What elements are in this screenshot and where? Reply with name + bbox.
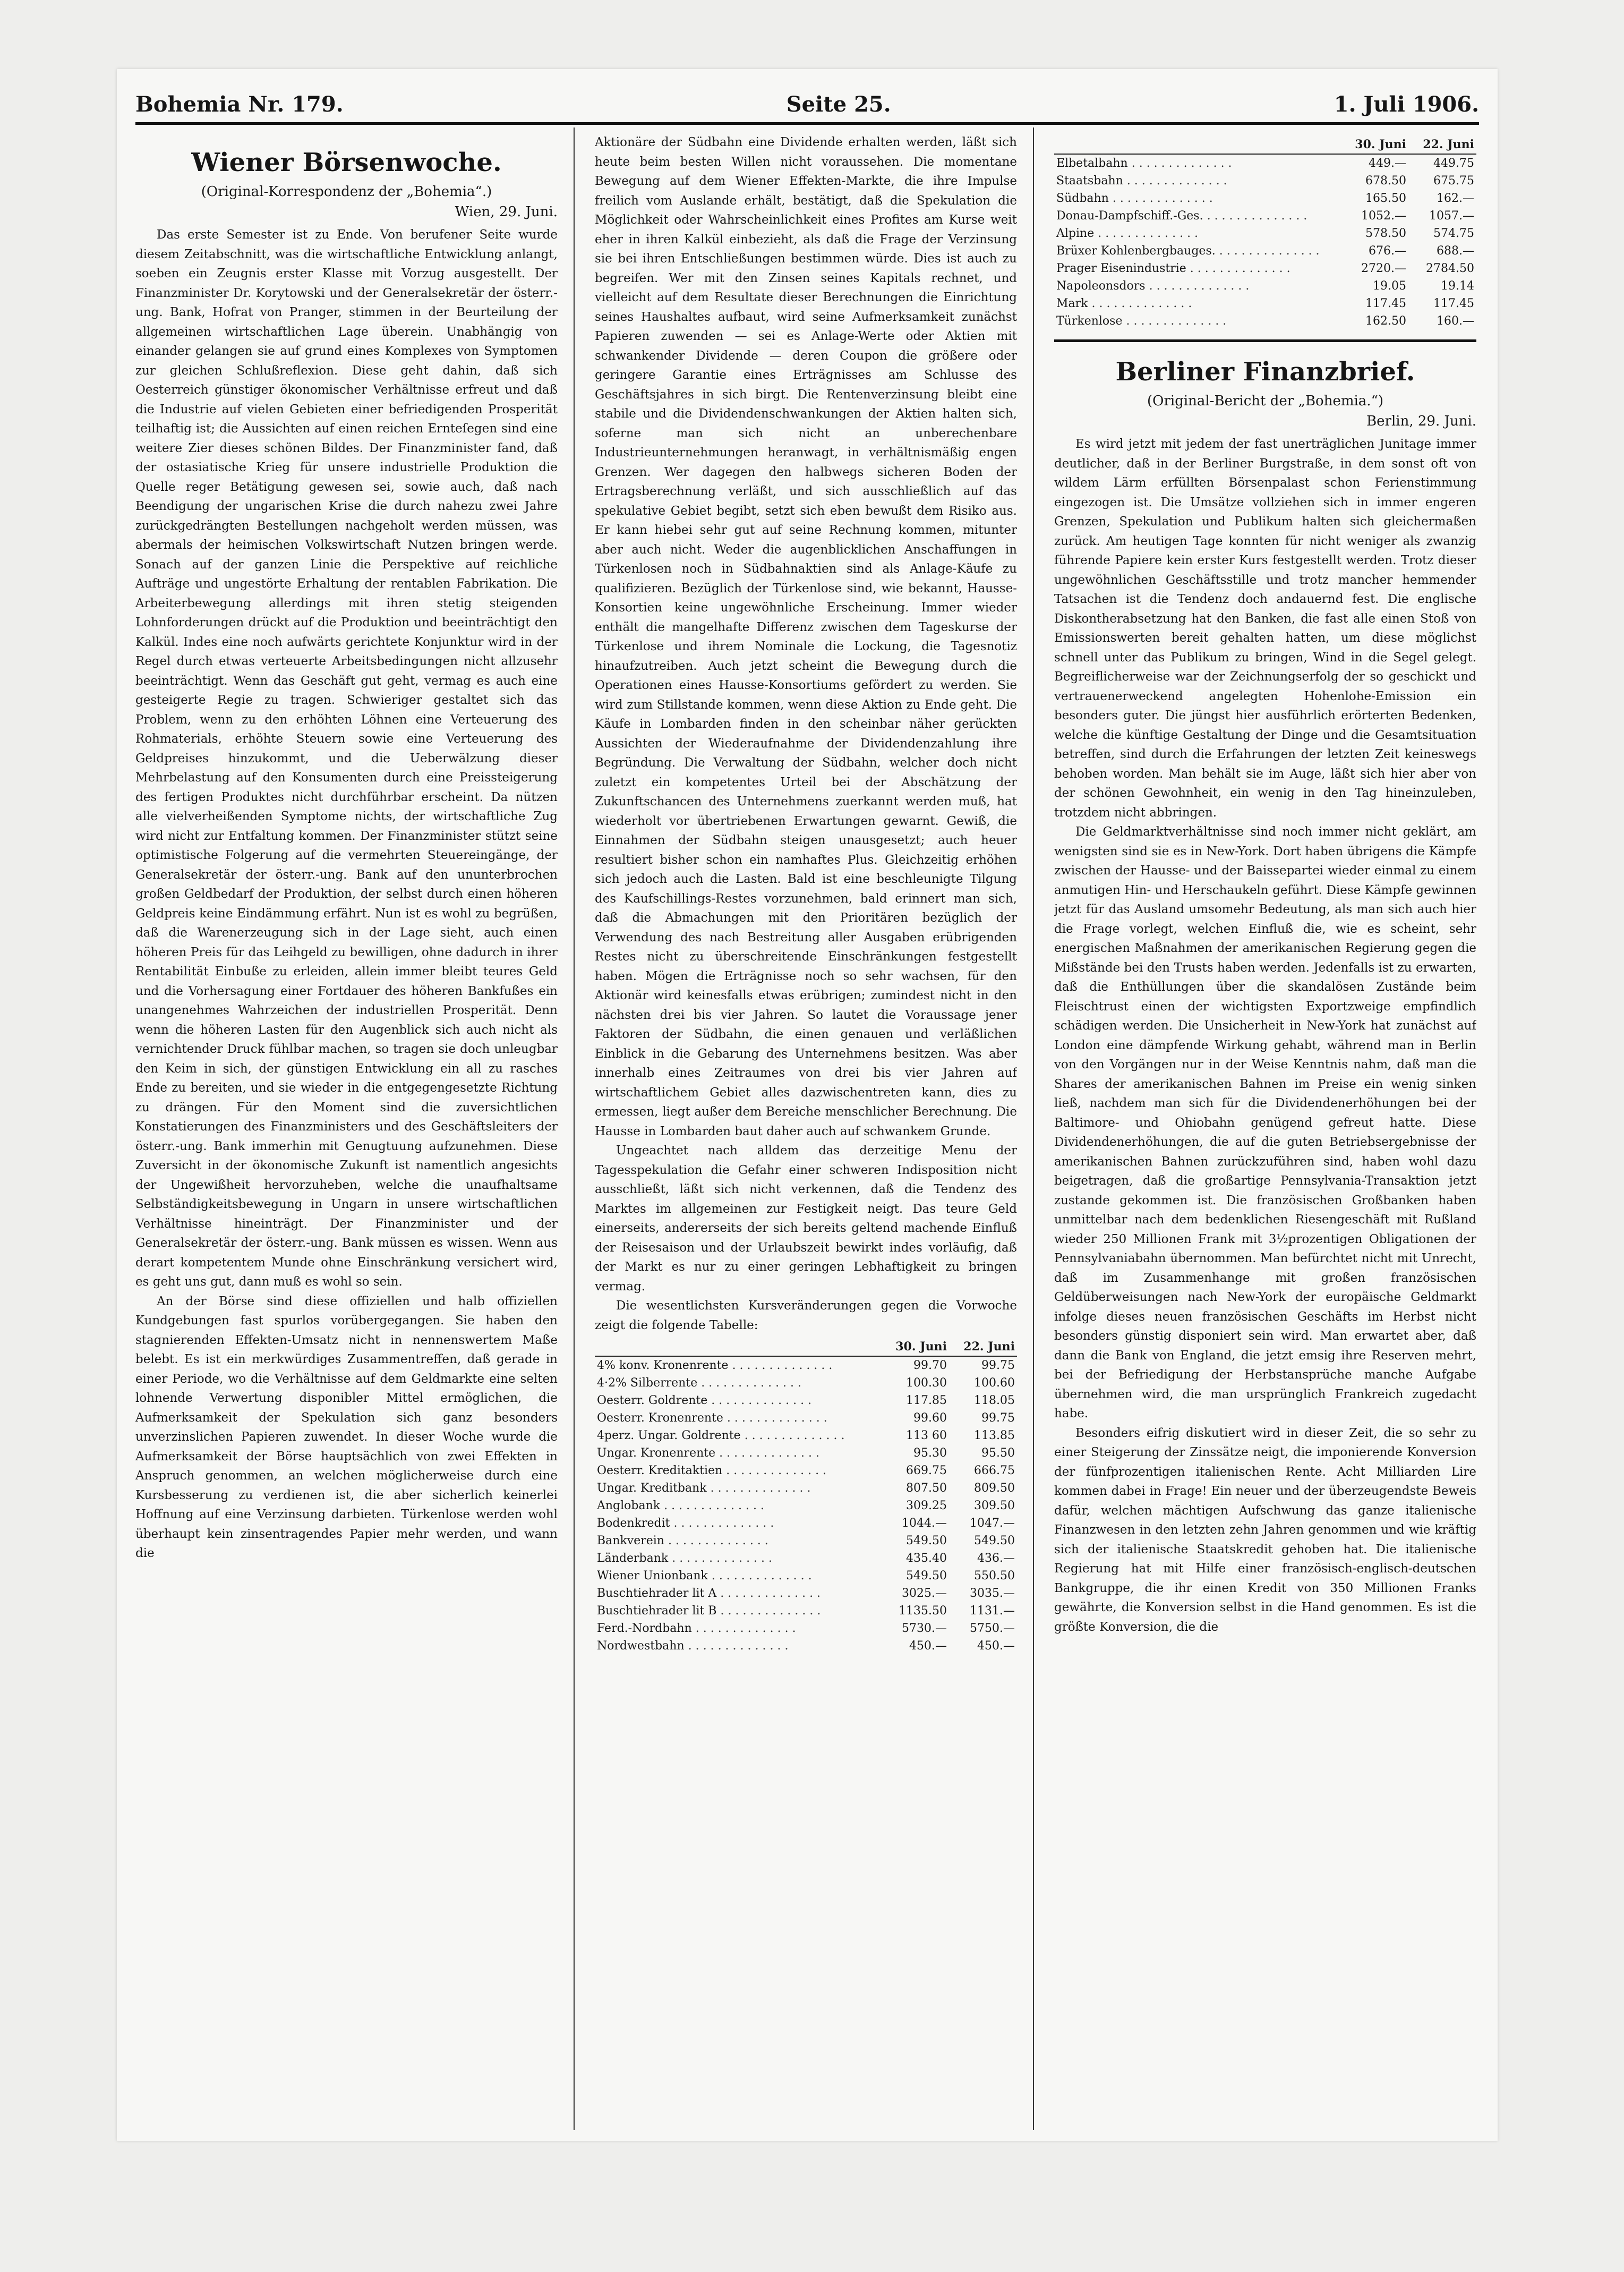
table-row <box>595 1620 1017 1637</box>
price-previous: 162.— <box>1437 192 1474 205</box>
price-current: 99.70 <box>913 1359 947 1372</box>
price-previous: 5750.— <box>970 1622 1015 1635</box>
paragraph: Besonders eifrig diskutiert wird in dieser Zeit, die so sehr zu einer Steigerung der Zinssätze neigt, die imponierende Konversion der fünfprozentigen italienischen Rente. Acht Milliarden Lire kommen dabei in Frage! Ein neuer und der überzeugendste Beweis dafür, welchen mächtigen Aufschwung das ganze italienische Finanzwesen in den letzten zehn Jahren genommen und wie kräftig sich der italienische Staatskredit gehoben hat. Die italienische Regierung hat mit Hilfe einer französisch-englisch-deutschen Bankgruppe, die ihr einen Kredit von 350 Millionen Franks gewährte, die Konversion selbst in die Hand genommen. Es ist die größte Konversion, die die <box>1054 1426 1476 1634</box>
table-row <box>595 1637 1017 1655</box>
security-name: Brüxer Kohlenbergbauges. . . . <box>1054 242 1340 260</box>
dateline-berlin: Berlin, 29. Juni. <box>1366 413 1476 429</box>
table-header-row <box>595 1338 1017 1356</box>
price-current: 676.— <box>1369 244 1406 258</box>
price-previous: 160.— <box>1437 314 1474 328</box>
security-name: Wiener Unionbank . . . <box>595 1567 881 1585</box>
price-current: 450.— <box>909 1639 947 1653</box>
price-current: 309.25 <box>906 1499 947 1512</box>
table-row <box>595 1409 1017 1427</box>
paragraph: Aktionäre der Südbahn eine Dividende erhalten werden, läßt sich heute beim besten Willen nicht voraussehen. Die momentane Bewegung auf dem Wiener Effekten-Markte, die ihre Impulse freilich vom Auslande erhält, bestätigt, daß die Spekulation die Möglichkeit oder Wahrscheinlichkeit eines Profites am Kurse weit eher in ihren Kalkül einbezieht, als daß die Frage der Verzinsung sie bei ihren Entschließungen bestimmen würde. Dies ist auch zu begreifen. Wer mit den Zinsen seines Kapitals rechnet, und vielleicht auf dem Resultate dieser Berechnungen die Einrichtung seines Haushaltes aufbaut, wird seine Aufmerksamkeit zunächst Papieren zuwenden — sei es Anlage-Werte oder Aktien mit schwankender Dividende — deren Coupon die größere oder geringere Garantie eines Erträgnisses am Schlusse des Geschäftsjahres in sich birgt. Die Rentenverzinsung bleibt eine stabile und die Dividendenschwankungen der Aktien halten sich, soferne man sich nicht an unberechenbare Industrieunternehmungen heranwagt, in verhältnismäßig engen Grenzen. Wer dagegen den halbwegs sicheren Boden der Ertragsberechnung verläßt, und sich ausschließlich auf das spekulative Gebiet begibt, setzt sich eben bewußt dem Risiko aus. Er kann hiebei sehr gut auf seine Rechnung kommen, mitunter aber auch nicht. Weder die augenblicklichen Anschaffungen in Türkenlosen noch in Südbahnaktien sind als Anlage-Käufe zu qualifizieren. Bezüglich der Türkenlose sind, wie bekannt, Hausse-Konsortien keine ungewöhnliche Erscheinung. Immer wieder enthält die mangelhafte Differenz zwischen dem Tageskurse der Türkenlose und ihrem Nominale die Lockung, die Tagesnotiz hinaufzutreiben. Auch jetzt scheint die Bewegung durch die Operationen eines Hausse-Konsortiums gefördert zu werden. Sie wird zum Stillstande kommen, wenn diese Aktion zu Ende geht. Die Käufe in Lombarden finden in den scheinbar näher gerückten Aussichten der Wiederaufnahme der Dividendenzahlung ihre Begründung. Die Verwaltung der Südbahn, welcher doch nicht zuletzt ein kompetentes Urteil bei der Abschätzung der Zukunftschancen des Unternehmens zuerkannt werden muß, hat wiederholt vor übertriebenen Erwartungen gewarnt. Gewiß, die Einnahmen der Südbahn steigen unausgesetzt; auch heuer resultiert bisher schon ein namhaftes Plus. Gleichzeitig erhöhen sich jedoch auch die Lasten. Bald ist eine beschleunigte Tilgung des Kaufschillings-Restes vorzunehmen, bald erinnert man sich, daß die Abmachungen mit den Prioritären bezüglich der Verwendung des nach Bestreitung aller Ausgaben erübrigenden Restes nicht zu überschreitende Einschränkungen festgestellt haben. Mögen die Erträgnisse noch so sehr wachsen, für den Aktionär wird keinesfalls etwas erübrigen; zumindest nicht in den nächsten drei bis vier Jahren. So lautet die Voraussage jener Faktoren der Südbahn, die einen genauen und verläßlichen Einblick in die Gebarung des Unternehmens besitzen. Was aber innerhalb eines Zeitraumes von drei bis vier Jahren auf wirtschaftlichem Gebiet alles dazwischentreten kann, dies zu ermessen, liegt außer dem Bereiche menschlicher Berechnung. Die Hausse in Lombarden baut daher auch auf schwankem Grunde. <box>595 135 1017 1138</box>
price-current: 578.50 <box>1365 227 1406 240</box>
security-name: Donau-Dampfschiff.-Ges. . . . <box>1054 207 1340 225</box>
security-name: Oesterr. Kreditaktien . . . <box>595 1462 881 1479</box>
security-name: Länderbank . . . <box>595 1550 881 1567</box>
table-row <box>595 1567 1017 1585</box>
table-row <box>1054 190 1476 207</box>
price-previous: 574.75 <box>1433 227 1474 240</box>
price-previous: 1131.— <box>970 1604 1015 1618</box>
price-previous: 99.75 <box>981 1411 1015 1425</box>
price-previous: 95.50 <box>981 1446 1015 1460</box>
price-current: 117.85 <box>906 1394 947 1407</box>
price-current: 95.30 <box>913 1446 947 1460</box>
security-name: 4perz. Ungar. Goldrente . . . <box>595 1427 881 1444</box>
security-name: Ungar. Kreditbank . . . <box>595 1479 881 1497</box>
table-row <box>1054 207 1476 225</box>
table-row <box>595 1497 1017 1514</box>
price-previous: 549.50 <box>974 1534 1015 1547</box>
price-current: 162.50 <box>1365 314 1406 328</box>
table-row <box>595 1550 1017 1567</box>
price-previous: 99.75 <box>981 1359 1015 1372</box>
price-previous: 436.— <box>977 1552 1015 1565</box>
header-page-number: Seite 25. <box>786 92 891 117</box>
column-divider-1 <box>574 127 575 2130</box>
security-name: 4·2% Silberrente . . . <box>595 1374 881 1392</box>
price-previous: 809.50 <box>974 1482 1015 1495</box>
security-name: Buschtiehrader lit A . . . <box>595 1585 881 1602</box>
security-name: Elbetalbahn . . . <box>1054 154 1340 172</box>
price-current: 2720.— <box>1361 262 1406 275</box>
security-name: Bodenkredit . . . <box>595 1514 881 1532</box>
table-row <box>595 1479 1017 1497</box>
page-header <box>135 80 1479 117</box>
price-current: 100.30 <box>906 1376 947 1390</box>
price-current: 5730.— <box>902 1622 947 1635</box>
price-current: 1135.50 <box>899 1604 947 1618</box>
paragraph: Die Geldmarktverhältnisse sind noch immer nicht geklärt, am wenigsten sind sie es in New-York. Dort haben übrigens die Kämpfe zwischen der Hausse- und der Baissepartei wieder einmal zu einem anmutigen Hin- und Herschaukeln geführt. Diese Kämpfe gewinnen jetzt für das Ausland umsomehr Bedeutung, als man sich auch hier die Frage vorlegt, welchen Einfluß die, wie es scheint, sehr energischen Maßnahmen der amerikanischen Regierung gegen die Mißstände bei den Trusts haben werden. Jedenfalls ist zu erwarten, daß die Enthüllungen über die skandalösen Zustände beim Fleischtrust einen der wichtigsten Exportzweige empfindlich schädigen werden. Die Unsicherheit in New-York hat zunächst auf London eine dämpfende Wirkung gehabt, während man in Berlin von den Vorgängen nur in der Weise Kenntnis nahm, daß man die Shares der amerikanischen Bahnen im Preise ein wenig sinken ließ, nachdem man sich für die Dividendenerhöhungen bei der Baltimore- und Ohiobahn genügend gefreut hatte. Diese Dividendenerhöhungen, die auf die guten Betriebsergebnisse der amerikanischen Bahnen zurückzuführen sind, haben wohl dazu beigetragen, daß die großartige Pennsylvania-Transaktion jetzt zustande gekommen ist. Die französischen Großbanken haben unmittelbar nach dem bedenklichen Riesengeschäft mit Rußland wieder 250 Millionen Frank mit 3½prozentigen Obligationen der Pennsylvaniabahn übernommen. Man befürchtet nicht mit Unrecht, daß im Zusammenhange mit großen französischen Geldüberweisungen nach New-York der europäische Geldmarkt infolge dieses neuen französischen Geschäfts im Herbst nicht besonders günstig disponiert sein wird. Man erwartet aber, daß dann die Bank von England, die jetzt emsig ihre Reserven mehrt, bei der Befriedigung der Herbstansprüche manche Aufgabe übernehmen wird, die man ursprünglich Frankreich zugedacht habe. <box>1054 825 1476 1420</box>
table-row <box>595 1427 1017 1444</box>
price-current: 435.40 <box>906 1552 947 1565</box>
table-row <box>1054 242 1476 260</box>
security-name: Oesterr. Kronenrente . . . <box>595 1409 881 1427</box>
price-previous: 450.— <box>977 1639 1015 1653</box>
table-row <box>595 1374 1017 1392</box>
paragraph: An der Börse sind diese offiziellen und halb offiziellen Kundgebungen fast spurlos vorübergegangen. Sie haben den stagnierenden Effekten-Umsatz nicht in nennenswertem Maße belebt. Es ist ein merkwürdiges Zusammentreffen, daß gerade in einer Periode, wo die Verhältnisse auf dem Geldmarkte eine selten lohnende Verwertung disponibler Mittel ermöglichen, die Aufmerksamkeit der Spekulation sich ganz besonders unverzinslichen Papieren zuwendet. In dieser Woche wurde die Aufmerksamkeit der Börse hauptsächlich von zwei Effekten in Anspruch genommen, an welchen möglicherweise durch eine Kursbesserung zu verdienen ist, die aber sicherlich keinerlei Hoffnung auf eine Verzinsung darbieten. Türkenlose werden wohl überhaupt kein zinsentragendes Papier mehr werden, und wann die <box>135 1294 558 1560</box>
table-row <box>595 1585 1017 1602</box>
table-header-date-1: 30. Juni <box>1340 136 1408 154</box>
header-rule <box>135 122 1479 125</box>
price-current: 678.50 <box>1365 174 1406 188</box>
price-current: 19.05 <box>1373 279 1406 293</box>
table-header-date-1: 30. Juni <box>881 1338 949 1356</box>
security-name: Alpine . . . <box>1054 225 1340 242</box>
security-name: Ungar. Kronenrente . . . <box>595 1444 881 1462</box>
price-previous: 3035.— <box>970 1587 1015 1600</box>
paragraph: Es wird jetzt mit jedem der fast unerträglichen Junitage immer deutlicher, daß in der Berliner Burgstraße, in dem sonst oft von wildem Lärm erfüllten Börsenpalast schon Ferienstimmung eingezogen ist. Die Umsätze vollziehen sich in immer engeren Grenzen, Spekulation und Publikum halten sich gleichermaßen zurück. Am heutigen Tage konnten für nicht weniger als zwanzig führende Papiere kein erster Kurs festgestellt werden. Trotz dieser ungewöhnlichen Geschäftsstille und trotz mancher hemmender Tatsachen ist die Tendenz doch andauernd fest. Die englische Diskontherabsetzung hat den Banken, die fast alle einen Stoß von Emissionswerten bereit gehalten hatten, um diese möglichst schnell unter das Publikum zu bringen, Wind in die Segel gelegt. Begreiflicherweise war der Zeichnungserfolg der so geschickt und vertrauenerweckend angelegten Hohenlohe-Emission ein besonders guter. Die jüngst hier ausführlich erörterten Bedenken, welche die künftige Gestaltung der Dinge und die Gesamtsituation betreffen, sind durch die Erfahrungen der letzten Zeit keineswegs behoben worden. Man behält sie im Auge, läßt sich hier aber von der schönen Gewohnheit, ein wenig in den Tag hineinzuleben, trotzdem nicht abbringen. <box>1054 437 1476 820</box>
price-current: 3025.— <box>902 1587 947 1600</box>
section-rule <box>1054 339 1476 342</box>
price-current: 449.— <box>1369 157 1406 170</box>
price-current: 1044.— <box>902 1517 947 1530</box>
price-previous: 100.60 <box>974 1376 1015 1390</box>
table-row <box>595 1514 1017 1532</box>
security-name: Nordwestbahn . . . <box>595 1637 881 1655</box>
security-name: Südbahn . . . <box>1054 190 1340 207</box>
security-name: Buschtiehrader lit B . . . <box>595 1602 881 1620</box>
dateline-wien: Wien, 29. Juni. <box>455 204 558 220</box>
table-header-empty <box>1054 136 1340 154</box>
price-current: 807.50 <box>906 1482 947 1495</box>
table-row <box>1054 295 1476 312</box>
article-title-berliner: Berliner Finanzbrief. <box>1115 357 1415 387</box>
article-subtitle-berliner: (Original-Bericht der „Bohemia.“) <box>1147 393 1384 409</box>
column-1 <box>135 133 558 2130</box>
price-previous: 449.75 <box>1433 157 1474 170</box>
table-header-row <box>1054 136 1476 154</box>
column-3 <box>1054 133 1476 2130</box>
table-header-date-2: 22. Juni <box>949 1338 1017 1356</box>
table-row <box>1054 312 1476 330</box>
price-previous: 113.85 <box>974 1429 1015 1442</box>
price-current: 165.50 <box>1365 192 1406 205</box>
price-table-continued <box>1054 136 1476 330</box>
price-previous: 19.14 <box>1441 279 1474 293</box>
price-current: 549.50 <box>906 1534 947 1547</box>
article-title-wiener: Wiener Börsenwoche. <box>191 148 502 177</box>
security-name: Oesterr. Goldrente . . . <box>595 1392 881 1409</box>
article-subtitle-wiener: (Original-Korrespondenz der „Bohemia“.) <box>201 184 492 200</box>
security-name: Mark . . . <box>1054 295 1340 312</box>
header-date: 1. Juli 1906. <box>1334 92 1479 117</box>
price-previous: 666.75 <box>974 1464 1015 1477</box>
table-row <box>1054 154 1476 172</box>
paragraph: Ungeachtet nach alldem das derzeitige Menu der Tagesspekulation die Gefahr einer schweren Indisposition nicht ausschließt, läßt sich nicht verkennen, daß die Tendenz des Marktes im allgemeinen zur Festigkeit neigt. Das teure Geld einerseits, andererseits der sich bereits geltend machende Einfluß der Reisesaison und der Urlaubszeit bewirkt indes vorläufig, daß der Markt es nur zu einer geringen Lebhaftigkeit zu bringen vermag. <box>595 1144 1017 1294</box>
security-name: Staatsbahn . . . <box>1054 172 1340 190</box>
paragraph: Die wesentlichsten Kursveränderungen gegen die Vorwoche zeigt die folgende Tabelle: <box>595 1299 1017 1332</box>
table-row <box>1054 172 1476 190</box>
security-name: Anglobank . . . <box>595 1497 881 1514</box>
price-previous: 117.45 <box>1433 297 1474 310</box>
security-name: Ferd.-Nordbahn . . . <box>595 1620 881 1637</box>
table-header-empty <box>595 1338 881 1356</box>
price-current: 549.50 <box>906 1569 947 1582</box>
price-current: 669.75 <box>906 1464 947 1477</box>
column-2 <box>595 133 1017 2130</box>
price-previous: 2784.50 <box>1426 262 1474 275</box>
price-previous: 688.— <box>1437 244 1474 258</box>
price-previous: 675.75 <box>1433 174 1474 188</box>
price-table-wien <box>595 1338 1017 1655</box>
newspaper-page <box>117 69 1498 2141</box>
table-row <box>595 1444 1017 1462</box>
table-row <box>595 1356 1017 1374</box>
table-header-date-2: 22. Juni <box>1408 136 1476 154</box>
table-row <box>595 1392 1017 1409</box>
price-previous: 1047.— <box>970 1517 1015 1530</box>
security-name: Bankverein . . . <box>595 1532 881 1550</box>
table-row <box>595 1462 1017 1479</box>
security-name: 4% konv. Kronenrente . . . <box>595 1356 881 1374</box>
price-current: 99.60 <box>913 1411 947 1425</box>
price-current: 113 60 <box>906 1429 947 1442</box>
security-name: Napoleonsdors . . . <box>1054 277 1340 295</box>
table-row <box>1054 225 1476 242</box>
column-divider-2 <box>1033 127 1034 2130</box>
paragraph: Das erste Semester ist zu Ende. Von berufener Seite wurde diesem Zeitabschnitt, was die wirtschaftliche Entwicklung anlangt, soeben ein Zeugnis erster Klasse mit Vorzug ausgestellt. Der Finanzminister Dr. Korytowski und der Generalsekretär der österr.-ung. Bank, Hofrat von Pranger, stimmen in der Beurteilung der allgemeinen wirtschaftlichen Lage überein. Unabhängig von einander gelangen sie auf grund eines Komplexes von Symptomen zur gleichen Schlußreflexion. Diese geht dahin, daß sich Oesterreich günstiger ökonomischer Verhältnisse erfreut und daß die Industrie auf vielen Gebieten einer befriedigenden Prosperität teilhaftig ist; die Aussichten auf einen reichen Ernteſegen sind eine weitere Zier dieses schönen Bildes. Der Finanzminister fand, daß der ostasiatische Krieg für unsere industrielle Produktion die Quelle reger Betätigung gewesen sei, sowie auch, daß nach Beendigung der ungarischen Krise die durch nahezu zwei Jahre zurückgedrängten Bestellungen nachgeholt werden müssen, was abermals der heimischen Volkswirtschaft Nutzen bringen werde. Sonach auf der ganzen Linie die Perspektive auf reichliche Aufträge und ungestörte Erhaltung der rentablen Fabrikation. Die Arbeiterbewegung allerdings mit ihren stetig steigenden Lohnforderungen drückt auf die Produktion und beeinträchtigt den Kalkül. Indes eine noch aufwärts gerichtete Konjunktur wird in der Regel durch etwas verteuerte Arbeitsbedingungen nicht allzusehr beeinträchtigt. Wenn das Geschäft gut geht, vermag es auch eine gesteigerte Regie zu tragen. Schwieriger gestaltet sich das Problem, wenn zu den erhöhten Löhnen eine Verteuerung des Rohmaterials, erhöhte Steuern sowie eine Verteuerung des Geldpreises hinzukommt, und die Ueberwälzung dieser Mehrbelastung auf den Konsumenten durch eine Preissteigerung des fertigen Produktes nicht durchführbar erscheint. Da nützen alle vielverheißenden Symptome nichts, der wirtschaftliche Zug wird nicht zur Entfaltung kommen. Der Finanzminister stützt seine optimistische Folgerung auf die vermehrten Steuereingänge, der Generalsekretär der österr.-ung. Bank auf den ununterbrochen großen Geldbedarf der Produktion, der selbst durch einen höheren Geldpreis keine Eindämmung erfährt. Nun ist es wohl zu begrüßen, daß die Warenerzeugung sich in der Lage sieht, auch einen höheren Preis für das Leihgeld zu bewilligen, ohne dadurch in ihrer Rentabilität Einbuße zu erleiden, allein immer bleibt teures Geld und die Vorhersagung einer Fortdauer des höheren Bankfußes ein unangenehmes Wahrzeichen der industriellen Prosperität. Denn wenn die höheren Lasten für den Augenblick sich auch nicht als vernichtender Druck fühlbar machen, so tragen sie doch unleugbar den Keim in sich, der günstigen Entwicklung ein all zu rasches Ende zu bereiten, und sie wieder in die entgegengesetzte Richtung zu drängen. Für den Moment sind die zuversichtlichen Konstatierungen des Finanzministers und des Geschäftsleiters der österr.-ung. Bank immerhin mit Genugtuung aufzunehmen. Diese Zuversicht in der ökonomische Zukunft ist namentlich angesichts der Ungewißheit hervorzuheben, welche die unaufhaltsame Selbständigkeitsbewegung in Ungarn in unsere wirtschaftlichen Verhältnisse hineinträgt. Der Finanzminister und der Generalsekretär der österr.-ung. Bank müssen es wissen. Wenn aus derart kompetentem Munde ohne Einschränkung versichert wird, es geht uns gut, dann muß es wohl so sein. <box>135 228 558 1289</box>
price-current: 1052.— <box>1361 209 1406 223</box>
header-publication: Bohemia Nr. 179. <box>135 92 344 117</box>
security-name: Türkenlose . . . <box>1054 312 1340 330</box>
table-row <box>1054 277 1476 295</box>
price-previous: 309.50 <box>974 1499 1015 1512</box>
table-row <box>1054 260 1476 277</box>
table-row <box>595 1602 1017 1620</box>
table-row <box>595 1532 1017 1550</box>
security-name: Prager Eisenindustrie . . . <box>1054 260 1340 277</box>
price-previous: 118.05 <box>974 1394 1015 1407</box>
price-current: 117.45 <box>1365 297 1406 310</box>
price-previous: 1057.— <box>1429 209 1474 223</box>
price-previous: 550.50 <box>974 1569 1015 1582</box>
